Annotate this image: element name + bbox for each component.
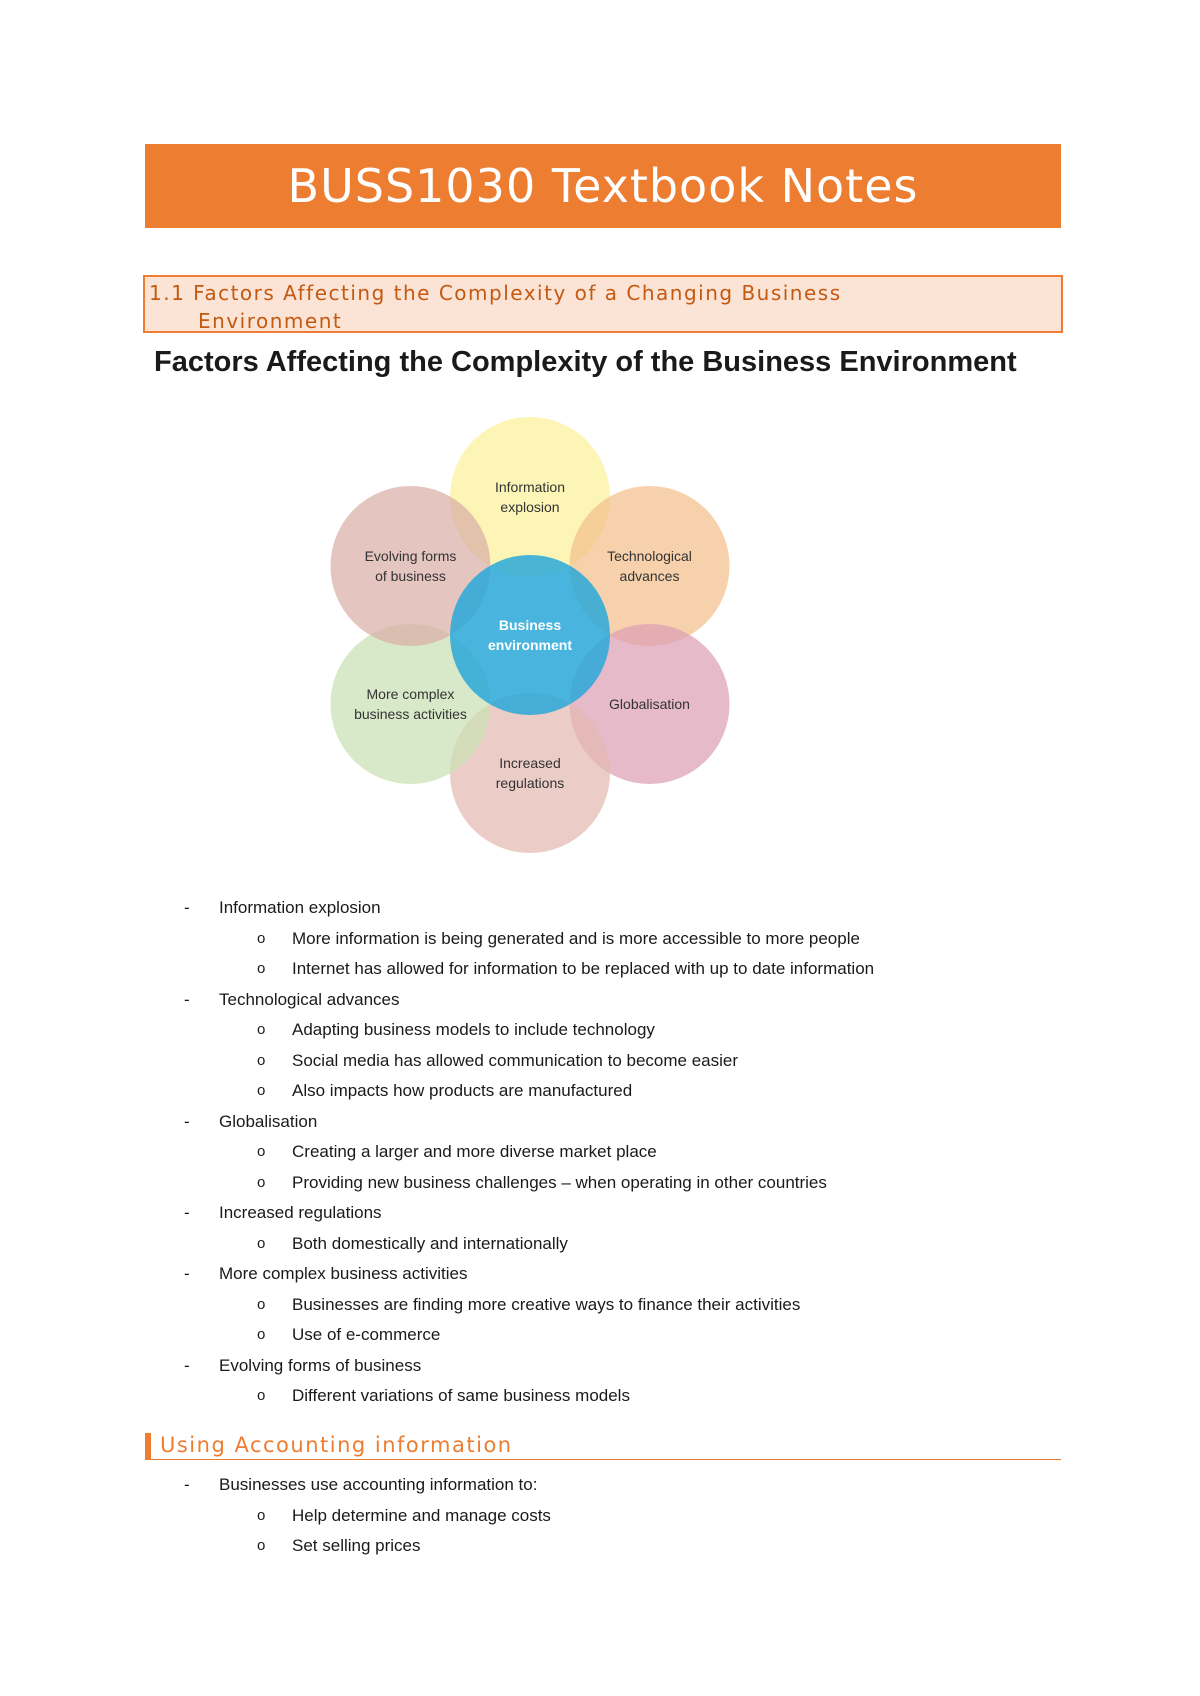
center-circle xyxy=(450,555,610,715)
factor-circle-label-line1: More complex xyxy=(366,686,455,702)
figure-title: Factors Affecting the Complexity of the Business Environment xyxy=(154,346,1017,378)
sub-bullet-item xyxy=(0,1320,1200,1351)
bullet-item xyxy=(0,1259,1200,1290)
bullet-item xyxy=(0,1470,1200,1501)
sub-bullet-marker: o xyxy=(257,1506,266,1524)
factor-circle-label-line2: regulations xyxy=(495,775,565,791)
sub-bullet-marker: o xyxy=(257,960,266,977)
sub-bullet-marker: o xyxy=(257,929,266,947)
section-heading-line1: 1.1 Factors Affecting the Complexity of a Changing Business xyxy=(149,281,842,305)
bullet-text: Set selling prices xyxy=(292,1536,421,1555)
heading-accent-bar xyxy=(145,1433,151,1459)
center-circle-label-line1: Business xyxy=(498,617,562,633)
bullet-text: Creating a larger and more diverse market place xyxy=(292,1142,657,1161)
factor-circle-label-line1: Technological xyxy=(607,548,692,564)
sub-bullet-marker: o xyxy=(257,1537,266,1554)
factor-circle-label-line2: advances xyxy=(619,568,680,584)
bullet-item xyxy=(0,893,1200,924)
document-title-banner xyxy=(145,144,1061,228)
sub-bullet-item xyxy=(0,1076,1200,1107)
sub-bullet-item xyxy=(0,924,1200,955)
bullet-marker: - xyxy=(184,898,190,917)
section-heading-box xyxy=(143,275,1063,333)
bullet-marker: - xyxy=(184,1203,190,1222)
bullet-text: Technological advances xyxy=(219,989,400,1009)
sub-bullet-item xyxy=(0,1531,1200,1562)
bullet-text: Use of e-commerce xyxy=(292,1325,441,1344)
sub-bullet-marker: o xyxy=(257,1387,266,1404)
sub-bullet-marker: o xyxy=(257,1021,266,1038)
sub-bullet-item xyxy=(0,1381,1200,1412)
factor-circle-label-line1: Increased xyxy=(499,755,561,771)
sub-bullet-marker: o xyxy=(257,1173,266,1191)
factor-circle-label-line1: Information xyxy=(494,479,566,495)
bullet-marker: - xyxy=(184,1264,190,1283)
bullet-text: Evolving forms of business xyxy=(219,1355,422,1375)
sub-bullet-marker: o xyxy=(257,1051,266,1069)
bullet-item xyxy=(0,1107,1200,1138)
section-heading-accounting-text: Using Accounting information xyxy=(160,1433,513,1457)
sub-bullet-item xyxy=(0,1137,1200,1168)
diagram-canvas xyxy=(300,390,760,870)
factor-circle-label-line1: Globalisation xyxy=(609,696,690,712)
sub-bullet-item xyxy=(0,954,1200,985)
bullet-text: Help determine and manage costs xyxy=(292,1505,551,1525)
bullet-text: Social media has allowed communication to become easier xyxy=(292,1050,739,1070)
bullet-text: Businesses are finding more creative ways to finance their activities xyxy=(292,1294,801,1314)
factor-circle-label-line2: business activities xyxy=(354,706,467,722)
bullet-text: Different variations of same business models xyxy=(292,1386,630,1405)
bullet-marker: - xyxy=(184,1355,190,1375)
sub-bullet-marker: o xyxy=(257,1143,266,1160)
bullet-text: More information is being generated and is more accessible to more people xyxy=(292,928,860,948)
bullet-text: Adapting business models to include technology xyxy=(292,1020,655,1039)
sub-bullet-item xyxy=(0,1015,1200,1046)
sub-bullet-marker: o xyxy=(257,1082,266,1099)
bullet-marker: - xyxy=(184,989,190,1009)
sub-bullet-marker: o xyxy=(257,1326,266,1343)
bullet-text: More complex business activities xyxy=(219,1264,468,1283)
sub-bullet-item xyxy=(0,1290,1200,1321)
bullet-text: Also impacts how products are manufactured xyxy=(292,1081,633,1100)
section-heading-line2: Environment xyxy=(198,309,343,333)
factor-bullet-list xyxy=(0,893,1200,1412)
section-heading-accounting xyxy=(145,1430,1061,1460)
accounting-bullet-list xyxy=(0,1470,1200,1562)
bullet-text: Businesses use accounting information to: xyxy=(219,1475,538,1494)
bullet-item xyxy=(0,1351,1200,1382)
bullet-text: Providing new business challenges – when operating in other countries xyxy=(292,1172,827,1192)
sub-bullet-item xyxy=(0,1046,1200,1077)
sub-bullet-item xyxy=(0,1229,1200,1260)
bullet-text: Increased regulations xyxy=(219,1203,382,1222)
bullet-marker: - xyxy=(184,1111,190,1131)
factor-circle-label-line2: explosion xyxy=(500,499,560,515)
bullet-text: Internet has allowed for information to be replaced with up to date information xyxy=(292,959,875,978)
bullet-item xyxy=(0,1198,1200,1229)
center-circle-label-line2: environment xyxy=(487,637,573,653)
document-title: BUSS1030 Textbook Notes xyxy=(287,159,919,213)
bullet-item xyxy=(0,985,1200,1016)
factor-circle-label-line1: Evolving forms xyxy=(364,548,457,564)
sub-bullet-marker: o xyxy=(257,1295,266,1313)
bullet-text: Both domestically and internationally xyxy=(292,1233,568,1253)
sub-bullet-item xyxy=(0,1168,1200,1199)
bullet-text: Information explosion xyxy=(219,898,381,917)
sub-bullet-marker: o xyxy=(257,1234,266,1252)
sub-bullet-item xyxy=(0,1501,1200,1532)
bullet-marker: - xyxy=(184,1475,190,1494)
business-environment-diagram xyxy=(300,390,760,870)
factor-circle-label-line2: of business xyxy=(375,568,446,584)
bullet-text: Globalisation xyxy=(219,1111,318,1131)
